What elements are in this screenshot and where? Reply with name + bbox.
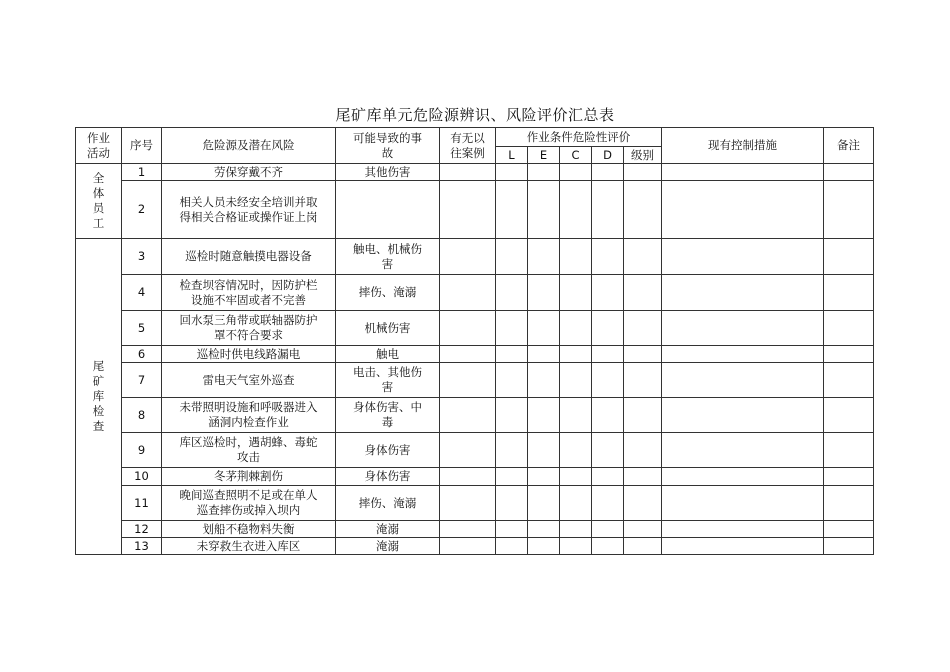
header-activity: 作业 活动: [76, 128, 122, 164]
L-cell: [496, 468, 528, 486]
result-cell: 身体伤害: [336, 433, 440, 468]
L-cell: [496, 239, 528, 275]
table-row: [76, 239, 874, 275]
remark-cell: [824, 311, 874, 346]
result-cell: 机械伤害: [336, 311, 440, 346]
D-cell: [592, 311, 624, 346]
L-cell: [496, 433, 528, 468]
header-level: 级别: [624, 147, 662, 164]
D-cell: [592, 398, 624, 433]
remark-cell: [824, 538, 874, 555]
C-cell: [560, 398, 592, 433]
D-cell: [592, 363, 624, 398]
control-cell: [662, 181, 824, 239]
remark-cell: [824, 164, 874, 181]
E-cell: [528, 363, 560, 398]
remark-cell: [824, 521, 874, 538]
cases-cell: [440, 181, 496, 239]
hazard-cell: 库区巡检时，遇胡蜂、毒蛇 攻击: [162, 433, 336, 468]
hazard-cell: 巡检时随意触摸电器设备: [162, 239, 336, 275]
remark-cell: [824, 468, 874, 486]
header-E: E: [528, 147, 560, 164]
seq-cell: 2: [122, 181, 162, 239]
L-cell: [496, 538, 528, 555]
seq-cell: 8: [122, 398, 162, 433]
level-cell: [624, 486, 662, 521]
level-cell: [624, 275, 662, 311]
hazard-cell: 雷电天气室外巡查: [162, 363, 336, 398]
control-cell: [662, 538, 824, 555]
cases-cell: [440, 538, 496, 555]
E-cell: [528, 346, 560, 363]
C-cell: [560, 538, 592, 555]
control-cell: [662, 275, 824, 311]
D-cell: [592, 275, 624, 311]
result-cell: 摔伤、淹溺: [336, 275, 440, 311]
result-cell: 身体伤害: [336, 468, 440, 486]
control-cell: [662, 311, 824, 346]
E-cell: [528, 164, 560, 181]
hazard-summary-table: [75, 127, 874, 555]
level-cell: [624, 164, 662, 181]
table-row: [76, 486, 874, 521]
D-cell: [592, 164, 624, 181]
E-cell: [528, 275, 560, 311]
level-cell: [624, 521, 662, 538]
hazard-cell: 冬茅荆棘割伤: [162, 468, 336, 486]
E-cell: [528, 538, 560, 555]
seq-cell: 9: [122, 433, 162, 468]
seq-cell: 3: [122, 239, 162, 275]
hazard-cell: 巡检时供电线路漏电: [162, 346, 336, 363]
level-cell: [624, 311, 662, 346]
L-cell: [496, 486, 528, 521]
control-cell: [662, 164, 824, 181]
L-cell: [496, 346, 528, 363]
cases-cell: [440, 275, 496, 311]
C-cell: [560, 346, 592, 363]
C-cell: [560, 433, 592, 468]
E-cell: [528, 468, 560, 486]
hazard-cell: 回水泵三角带或联轴器防护 罩不符合要求: [162, 311, 336, 346]
table-row: [76, 521, 874, 538]
seq-cell: 13: [122, 538, 162, 555]
table-row: [76, 164, 874, 181]
header-seq: 序号: [122, 128, 162, 164]
L-cell: [496, 164, 528, 181]
header-control: 现有控制措施: [662, 128, 824, 164]
control-cell: [662, 521, 824, 538]
C-cell: [560, 275, 592, 311]
header-cases: 有无以 往案例: [440, 128, 496, 164]
header-C: C: [560, 147, 592, 164]
E-cell: [528, 311, 560, 346]
remark-cell: [824, 398, 874, 433]
seq-cell: 12: [122, 521, 162, 538]
D-cell: [592, 468, 624, 486]
hazard-cell: 未穿救生衣进入库区: [162, 538, 336, 555]
header-hazard: 危险源及潜在风险: [162, 128, 336, 164]
C-cell: [560, 164, 592, 181]
D-cell: [592, 181, 624, 239]
result-cell: [336, 181, 440, 239]
cases-cell: [440, 164, 496, 181]
L-cell: [496, 275, 528, 311]
activity-cell: [76, 164, 122, 239]
level-cell: [624, 468, 662, 486]
seq-cell: 5: [122, 311, 162, 346]
E-cell: [528, 239, 560, 275]
seq-cell: 4: [122, 275, 162, 311]
result-cell: 淹溺: [336, 521, 440, 538]
L-cell: [496, 181, 528, 239]
level-cell: [624, 181, 662, 239]
table-row: [76, 468, 874, 486]
cases-cell: [440, 363, 496, 398]
result-cell: 其他伤害: [336, 164, 440, 181]
seq-cell: 1: [122, 164, 162, 181]
table-row: [76, 538, 874, 555]
hazard-cell: 未带照明设施和呼吸器进入 涵洞内检查作业: [162, 398, 336, 433]
hazard-cell: 检查坝容情况时，因防护栏 设施不牢固或者不完善: [162, 275, 336, 311]
control-cell: [662, 363, 824, 398]
control-cell: [662, 346, 824, 363]
cases-cell: [440, 239, 496, 275]
L-cell: [496, 363, 528, 398]
C-cell: [560, 521, 592, 538]
level-cell: [624, 433, 662, 468]
table-row: [76, 363, 874, 398]
L-cell: [496, 311, 528, 346]
table-row: [76, 181, 874, 239]
cases-cell: [440, 468, 496, 486]
seq-cell: 7: [122, 363, 162, 398]
remark-cell: [824, 363, 874, 398]
table-row: [76, 275, 874, 311]
level-cell: [624, 346, 662, 363]
remark-cell: [824, 433, 874, 468]
cases-cell: [440, 346, 496, 363]
D-cell: [592, 521, 624, 538]
C-cell: [560, 363, 592, 398]
level-cell: [624, 538, 662, 555]
activity-label: 尾 矿 库 检 查: [92, 359, 105, 433]
hazard-cell: 划船不稳物料失衡: [162, 521, 336, 538]
result-cell: 摔伤、淹溺: [336, 486, 440, 521]
control-cell: [662, 486, 824, 521]
hazard-cell: 晚间巡查照明不足或在单人 巡查摔伤或掉入坝内: [162, 486, 336, 521]
C-cell: [560, 311, 592, 346]
header-result: 可能导致的事 故: [336, 128, 440, 164]
seq-cell: 6: [122, 346, 162, 363]
table-row: [76, 346, 874, 363]
cases-cell: [440, 311, 496, 346]
E-cell: [528, 433, 560, 468]
L-cell: [496, 521, 528, 538]
C-cell: [560, 239, 592, 275]
D-cell: [592, 239, 624, 275]
table-row: [76, 398, 874, 433]
hazard-cell: 相关人员未经安全培训并取 得相关合格证或操作证上岗: [162, 181, 336, 239]
remark-cell: [824, 486, 874, 521]
level-cell: [624, 239, 662, 275]
result-cell: 电击、其他伤 害: [336, 363, 440, 398]
L-cell: [496, 398, 528, 433]
result-cell: 触电: [336, 346, 440, 363]
document-title: 尾矿库单元危险源辨识、风险评价汇总表: [335, 106, 615, 124]
seq-cell: 11: [122, 486, 162, 521]
control-cell: [662, 239, 824, 275]
C-cell: [560, 468, 592, 486]
header-D: D: [592, 147, 624, 164]
cases-cell: [440, 433, 496, 468]
C-cell: [560, 181, 592, 239]
D-cell: [592, 486, 624, 521]
E-cell: [528, 398, 560, 433]
hazard-cell: 劳保穿戴不齐: [162, 164, 336, 181]
control-cell: [662, 398, 824, 433]
control-cell: [662, 433, 824, 468]
result-cell: 淹溺: [336, 538, 440, 555]
level-cell: [624, 363, 662, 398]
header-eval-group: 作业条件危险性评价: [496, 128, 662, 147]
remark-cell: [824, 275, 874, 311]
D-cell: [592, 538, 624, 555]
cases-cell: [440, 486, 496, 521]
level-cell: [624, 398, 662, 433]
header-L: L: [496, 147, 528, 164]
table-row: [76, 311, 874, 346]
header-row-1: [76, 128, 874, 147]
remark-cell: [824, 239, 874, 275]
result-cell: 身体伤害、中 毒: [336, 398, 440, 433]
D-cell: [592, 346, 624, 363]
activity-label: 全 体 员 工: [92, 171, 105, 230]
header-remark: 备注: [824, 128, 874, 164]
cases-cell: [440, 521, 496, 538]
table-row: [76, 433, 874, 468]
cases-cell: [440, 398, 496, 433]
activity-cell: [76, 239, 122, 555]
E-cell: [528, 181, 560, 239]
C-cell: [560, 486, 592, 521]
E-cell: [528, 486, 560, 521]
E-cell: [528, 521, 560, 538]
control-cell: [662, 468, 824, 486]
remark-cell: [824, 346, 874, 363]
D-cell: [592, 433, 624, 468]
result-cell: 触电、机械伤 害: [336, 239, 440, 275]
remark-cell: [824, 181, 874, 239]
seq-cell: 10: [122, 468, 162, 486]
